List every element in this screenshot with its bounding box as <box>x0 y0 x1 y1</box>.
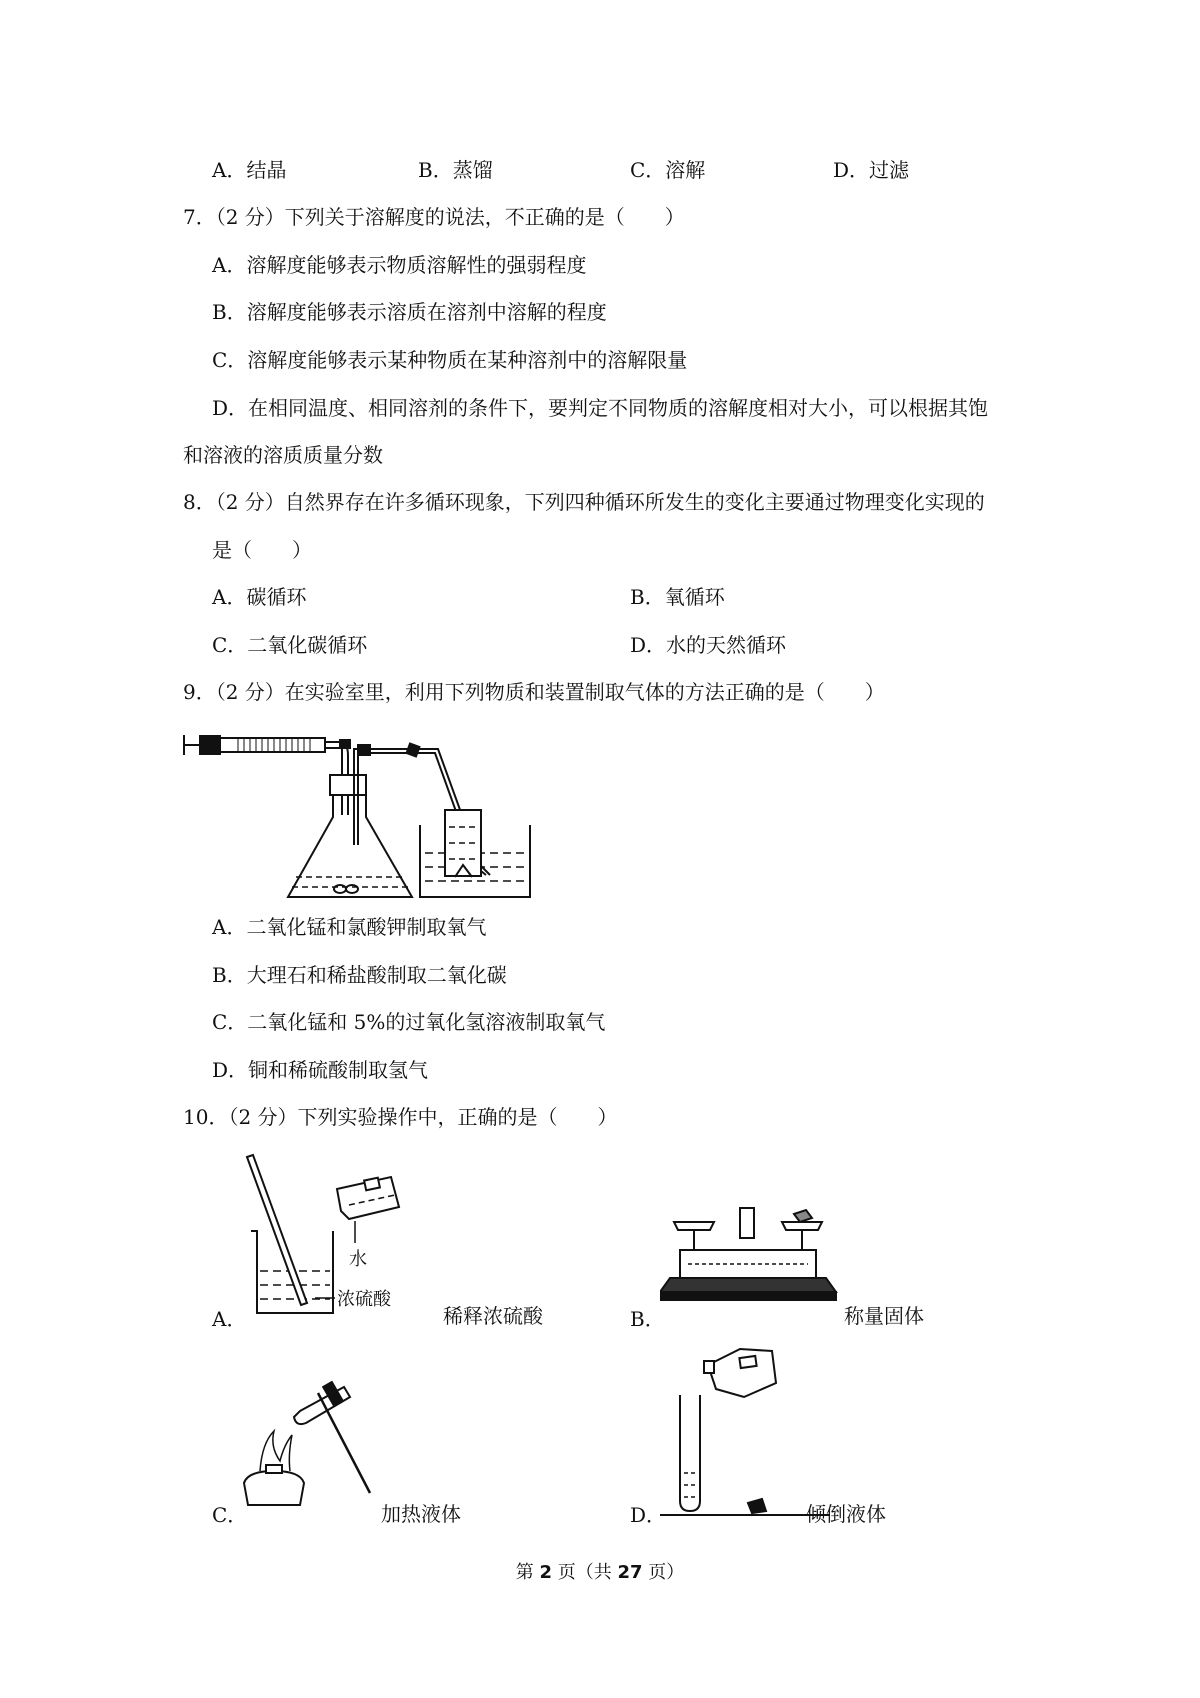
q8-stem: 8．（2 分）自然界存在许多循环现象，下列四种循环所发生的变化主要通过物理变化实现的 <box>183 490 985 514</box>
q7-option-c: C．溶解度能够表示某种物质在某种溶剂中的溶解限量 <box>212 348 688 372</box>
footer-page-number: 2 <box>539 1562 552 1583</box>
q8-option-b: B．氧循环 <box>630 585 725 609</box>
syringe-icon <box>184 735 350 815</box>
q8-option-a: A．碳循环 <box>212 585 307 609</box>
q7-option-a: A．溶解度能够表示物质溶解性的强弱程度 <box>212 253 587 277</box>
q6-option-c: C．溶解 <box>630 158 706 182</box>
gas-generation-apparatus-figure <box>180 725 580 905</box>
bottle-stopper-icon <box>748 1499 766 1513</box>
q10-option-a-caption: 稀释浓硫酸 <box>443 1304 543 1328</box>
q7-option-b: B．溶解度能够表示溶质在溶剂中溶解的程度 <box>212 300 607 324</box>
q9-option-a: A．二氧化锰和氯酸钾制取氧气 <box>212 915 487 939</box>
q9-option-b: B．大理石和稀盐酸制取二氧化碳 <box>212 963 507 987</box>
q10-option-c-caption: 加热液体 <box>381 1502 461 1526</box>
page-footer <box>0 1561 1200 1585</box>
q7-option-d: D．在相同温度、相同溶剂的条件下，要判定不同物质的溶解度相对大小，可以根据其饱 <box>212 396 989 420</box>
vertical-test-tube-icon <box>680 1395 700 1511</box>
q10-option-b-caption: 称量固体 <box>844 1304 924 1328</box>
q9-stem: 9．（2 分）在实验室里，利用下列物质和装置制取气体的方法正确的是（ ） <box>183 680 885 704</box>
q10-option-a-letter: A． <box>212 1307 247 1331</box>
water-trough-icon <box>420 810 530 897</box>
conical-flask-icon <box>288 765 412 897</box>
alcohol-lamp-icon <box>244 1465 304 1505</box>
q10-option-b-letter: B． <box>630 1307 665 1331</box>
q7-option-d-continuation: 和溶液的溶质质量分数 <box>183 443 383 467</box>
reagent-bottle-icon <box>704 1349 776 1397</box>
q8-option-d: D．水的天然循环 <box>630 633 787 657</box>
q10-option-d-letter: D． <box>630 1503 667 1527</box>
balance-icon <box>660 1208 836 1300</box>
q10-option-d-caption: 倾倒液体 <box>806 1502 886 1526</box>
q8-option-c: C．二氧化碳循环 <box>212 633 368 657</box>
conc-acid-label: 浓硫酸 <box>337 1289 391 1310</box>
balance-figure <box>660 1200 860 1320</box>
q8-stem-continuation: 是（ ） <box>212 538 312 562</box>
q6-option-d: D．过滤 <box>833 158 910 182</box>
heating-liquid-figure <box>240 1373 400 1513</box>
test-tube-icon <box>294 1382 370 1493</box>
q9-option-d: D．铜和稀硫酸制取氢气 <box>212 1058 429 1082</box>
q7-stem: 7．（2 分）下列关于溶解度的说法，不正确的是（ ） <box>183 205 685 229</box>
dilute-acid-labels <box>245 1153 445 1318</box>
q9-option-c: C．二氧化锰和 5%的过氧化氢溶液制取氧气 <box>212 1010 606 1034</box>
footer-prefix: 第 <box>515 1562 540 1583</box>
footer-total-pages: 27 <box>617 1562 643 1583</box>
q6-option-a: A．结晶 <box>212 158 287 182</box>
water-label: 水 <box>349 1249 367 1270</box>
q10-option-c-letter: C． <box>212 1503 248 1527</box>
footer-middle: 页（共 <box>552 1562 618 1583</box>
q6-option-b: B．蒸馏 <box>418 158 493 182</box>
footer-suffix: 页） <box>642 1562 685 1583</box>
q10-stem: 10．（2 分）下列实验操作中，正确的是（ ） <box>183 1105 618 1129</box>
pouring-liquid-figure <box>660 1343 830 1518</box>
